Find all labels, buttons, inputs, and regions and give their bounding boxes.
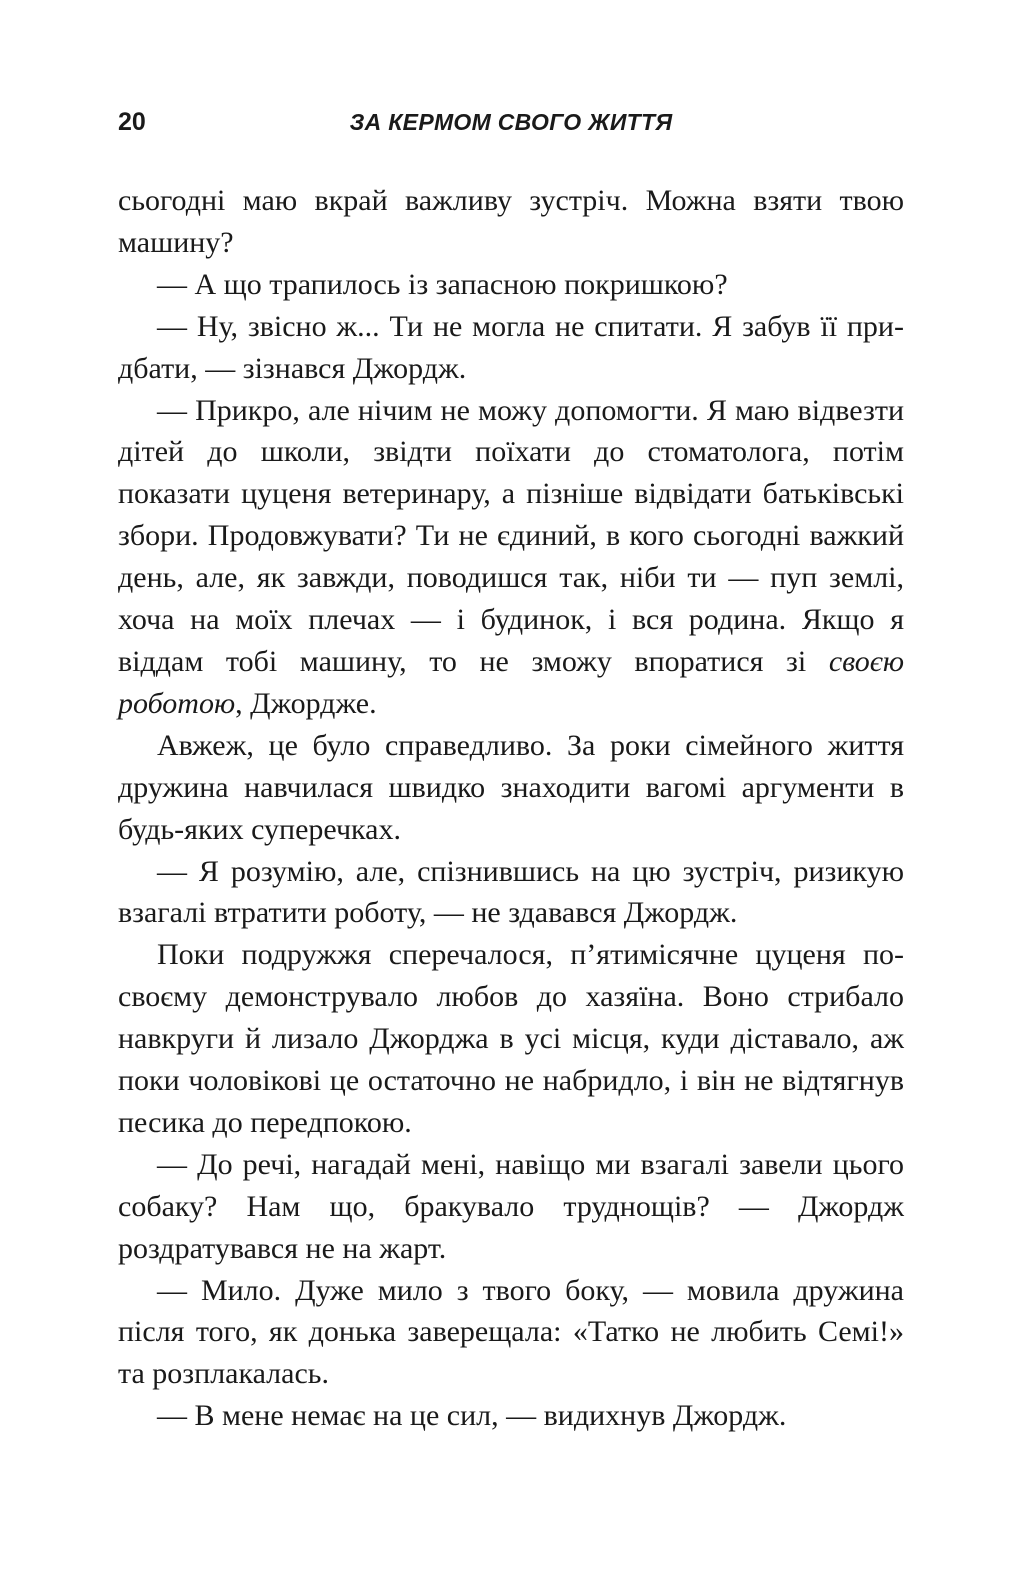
paragraph: — А що трапилось із запасною покришкою?	[157, 267, 728, 301]
paragraph: сьогодні маю вкрай важливу зустріч. Можна взяти твою машину?	[118, 184, 904, 259]
paragraph-text-after: , Джордже.	[235, 686, 377, 720]
paragraph	[118, 390, 904, 725]
book-title: ЗА КЕРМОМ СВОГО ЖИТТЯ	[349, 109, 673, 135]
paragraph: — До речі, нагадай мені, навіщо ми взагалі завели цього собаку? Нам що, бракувало труднощів? — Джордж роздратувався не на жарт.	[118, 1147, 904, 1265]
body-text	[118, 180, 904, 1437]
paragraph-text: — Прикро, але нічим не можу допомогти. Я маю відвезти дітей до школи, звідти поїхати до стоматолога, потім показати цуценя ветеринару, а пізніше відвідати батьківські збори. Продовжувати? Ти не єдиний, в кого сьогодні важкий день, але, як завжди, поводишся так, ніби ти — пуп землі, хоча на моїх плечах — і будинок, і вся родина. Якщо я віддам тобі машину, то не зможу впоратися зі	[118, 393, 904, 678]
paragraph: — Мило. Дуже мило з твого боку, — мовила дружина після того, як донька заверещала: «Татко не любить Семі!» та розплакалась.	[118, 1273, 904, 1391]
running-head	[118, 104, 904, 140]
paragraph: Поки подружжя сперечалося, п’ятимісячне цуценя по-своєму демонструвало любов до хазяїна. Воно стрибало навкруги й лизало Джорджа в усі місця, куди діставало, аж поки чоловікові це остаточно не набридло, і він не відтягнув песика до передпокою.	[118, 938, 904, 1139]
paragraph: — Ну, звісно ж... Ти не могла не спитати. Я забув її придбати, — зізнався Джордж.	[118, 309, 904, 385]
emphasized-text: своєю роботою	[118, 644, 904, 720]
page-number: 20	[118, 108, 146, 136]
paragraph: — В мене немає на це сил, — видихнув Джордж.	[157, 1399, 787, 1433]
paragraph: — Я розумію, але, спізнившись на цю зустріч, ризикую взагалі втратити роботу, — не здавався Джордж.	[118, 854, 904, 930]
paragraph: Авжеж, це було справедливо. За роки сімейного життя дружина навчилася швидко знаходити вагомі аргументи в будь-яких суперечках.	[118, 728, 904, 846]
